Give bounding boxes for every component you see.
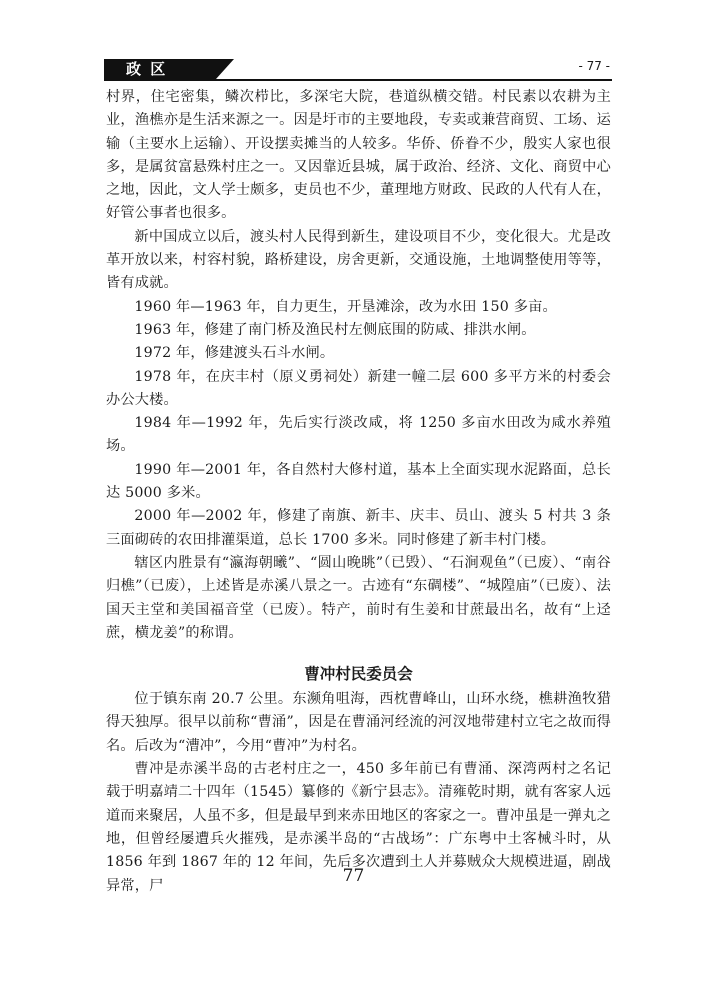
paragraph: 1978 年，在庆丰村（原义勇祠处）新建一幢二层 600 多平方米的村委会办公大楼。 <box>106 368 611 408</box>
section-title: 曹冲村民委员会 <box>304 665 413 684</box>
section-tab: 政 区 <box>104 59 216 79</box>
header-rule <box>104 79 612 81</box>
page-number: 77 <box>342 866 365 886</box>
paragraph: 曹冲是赤溪半岛的古老村庄之一，450 多年前已有曹涌、深湾两村之名记载于明嘉靖二十四年（1545）纂修的《新宁县志》。清雍乾时期，就有客家人远道而来聚居，人虽不多，但是最早到来赤田地区的客家之一。曹冲虽是一弹丸之地，但曾经屡遭兵火摧残，是赤溪半岛的“古战场”：广东粤中土客械斗时，从 1856 年到 1867 年的 12 年间，先后多次遭到土人并募贼众大规模进逼，剧战异常，尸 <box>106 761 611 894</box>
paragraph: 1984 年—1992 年，先后实行淡改咸，将 1250 多亩水田改为咸水养殖场。 <box>106 415 611 455</box>
header-page-label: - 77 - <box>578 59 610 73</box>
page-body <box>106 86 611 898</box>
paragraph: 1960 年—1963 年，自力更生，开垦滩涂，改为水田 150 多亩。 <box>134 298 557 315</box>
paragraph: 1963 年，修建了南门桥及渔民村左侧底围的防咸、排洪水闸。 <box>134 321 536 338</box>
paragraph: 位于镇东南 20.7 公里。东濒角咀海，西枕曹峰山，山环水绕，樵耕渔牧猎得天独厚。很早以前称“曹涌”，因是在曹涌河经流的河汊地带建村立宅之故而得名。后改为“漕冲”，今用“曹冲”为村名。 <box>106 691 611 754</box>
paragraph: 新中国成立以后，渡头村人民得到新生，建设项目不少，变化很大。尤是改革开放以来，村容村貌，路桥建设，房舍更新，交通设施，土地调整使用等等，皆有成就。 <box>106 228 611 292</box>
running-header <box>104 55 612 81</box>
paragraph: 村界，住宅密集，鳞次栉比，多深宅大院，巷道纵横交错。村民素以农耕为主业，渔樵亦是生活来源之一。因是圩市的主要地段，专卖或兼营商贸、工场、运输（主要水上运输）、开设摆卖摊当的人较多。华侨、侨眷不少，殷实人家也很多，是属贫富悬殊村庄之一。又因靠近县城，属于政治、经济、文化、商贸中心之地，因此，文人学士颇多，吏员也不少，董理地方财政、民政的人代有人在，好管公事者也很多。 <box>106 89 611 222</box>
paragraph: 辖区内胜景有“瀛海朝曦”、“圆山晚眺”（已毁）、“石涧观鱼”（已废）、“南谷归樵”（已废），上述皆是赤溪八景之一。古迹有“东碉楼”、“城隍庙”（已废）、法国天主堂和美国福音堂（已废）。特产，前时有生姜和甘蔗最出名，故有“上迳蔗，横龙姜”的称谓。 <box>106 554 611 641</box>
paragraph: 1990 年—2001 年，各自然村大修村道，基本上全面实现水泥路面，总长达 5000 多米。 <box>106 461 611 502</box>
paragraph: 1972 年，修建渡头石斗水闸。 <box>134 345 335 362</box>
paragraph: 2000 年—2002 年，修建了南旗、新丰、庆丰、员山、渡头 5 村共 3 条三面砌砖的农田排灌渠道，总长 1700 多米。同时修建了新丰村门楼。 <box>106 508 611 548</box>
